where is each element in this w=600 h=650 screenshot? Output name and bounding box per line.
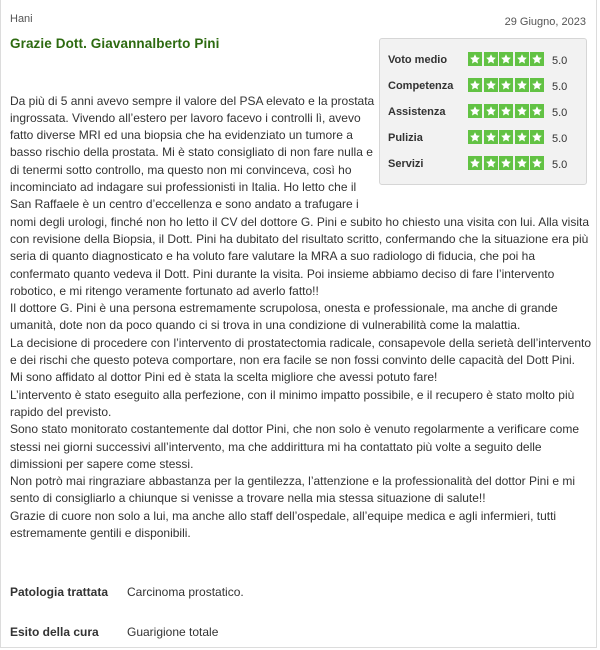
review-body: Da più di 5 anni avevo sempre il valore del PSA elevato e la prostata ingrossata. Vivendo all’estero per lavoro facevo i controlli lì, avevo fatto diverse MRI ed una biopsia che ha evidenziato un tumore a basso rischio della prostata. Mi è stato consigliato di non fare nulla e di tenermi sotto controllo, ma questo non mi convinceva, così ho incominciato ad indagare sui professionisti in Italia. Ho letto che il San Raffaele è un centro d’eccellenza e sono andato a trafugare i nomi degli urologi, finché non ho letto il CV del dottore G. Pini e subito ho chiesto una visita con lui. Alla visita con revisione della Biopsia, il Dott. Pini ha dubitato del risultato scritto, confermando che la situazione era più seria di quanto diagnosticato e ha voluto fare valutare la MRA a suo radiologo di fiducia, che poi ha confermato quanto vedeva il Dott. Pini durante la visita. Poi insieme abbiamo deciso di fare l’intervento robotico, e mi ritengo veramente fortunato ad averlo fatto!! Il dottore G. Pini è una persona estremamente scrupolosa, onesta e professionale, ma anche di grande umanità, dote non da poco quando ci si trova in una condizione di vulnerabilità come la malattia. La decisione di procedere con l’intervento di prostatectomia radicale, consapevole della serietà dell’intervento e dei rischi che questo poteva comportare, non era facile se non fossi convinto delle capacità del Dott Pini. Mi sono affidato al dottor Pini ed è stata la scelta migliore che avessi potuto fare! L’intervento è stato eseguito alla perfezione, con il minimo impatto possibile, e il recupero è stato molto più rapido del previsto. Sono stato monitorato costantemente dal dottor Pini, che non solo è venuto regolarmente a verificare come stessi nei giorni successivi all’intervento, ma che addirittura mi ha contattato più volte a seguito delle dimissioni per sapere come stessi. Non potrò mai ringraziare abbastanza per la gentilezza, l’attenzione e la professionalità del dottor Pini e mi sento di consigliarlo a chiunque si venisse a trovare nella mia stessa situazione di salute!! Grazie di cuore non solo a lui, ma anche allo staff dell’ospedale, all’equipe medica e agli infermieri, tutti estremamente gentili e disponibili. bbox=[10, 93, 592, 541]
star-rating bbox=[468, 52, 546, 68]
rating-label: Servizi bbox=[388, 158, 424, 170]
review-date: 29 Giugno, 2023 bbox=[504, 16, 586, 28]
star-icon bbox=[515, 156, 529, 170]
rating-row-assistenza bbox=[388, 104, 584, 122]
rating-value: 5.0 bbox=[552, 159, 568, 171]
review-author: Hani bbox=[10, 13, 33, 25]
star-icon bbox=[515, 78, 529, 92]
star-icon bbox=[530, 130, 544, 144]
rating-row-servizi bbox=[388, 156, 584, 174]
star-icon bbox=[530, 78, 544, 92]
rating-value: 5.0 bbox=[552, 107, 568, 119]
star-icon bbox=[468, 52, 482, 66]
star-icon bbox=[484, 78, 498, 92]
star-icon bbox=[468, 104, 482, 118]
rating-row-voto-medio bbox=[388, 52, 584, 70]
rating-row-competenza bbox=[388, 78, 584, 96]
rating-row-pulizia bbox=[388, 130, 584, 148]
star-rating bbox=[468, 156, 546, 172]
rating-label: Voto medio bbox=[388, 54, 448, 66]
star-icon bbox=[499, 104, 513, 118]
star-icon bbox=[499, 52, 513, 66]
star-icon bbox=[499, 78, 513, 92]
star-rating bbox=[468, 78, 546, 94]
detail-value-esito: Guarigione totale bbox=[127, 625, 219, 639]
ratings-box bbox=[379, 38, 587, 185]
star-icon bbox=[499, 156, 513, 170]
rating-value: 5.0 bbox=[552, 55, 568, 67]
star-icon bbox=[515, 104, 529, 118]
rating-label: Competenza bbox=[388, 80, 454, 92]
star-icon bbox=[530, 52, 544, 66]
star-icon bbox=[530, 104, 544, 118]
detail-value-patologia: Carcinoma prostatico. bbox=[127, 585, 244, 599]
rating-value: 5.0 bbox=[552, 81, 568, 93]
star-icon bbox=[468, 78, 482, 92]
rating-value: 5.0 bbox=[552, 133, 568, 145]
star-icon bbox=[499, 130, 513, 144]
star-icon bbox=[468, 156, 482, 170]
star-rating bbox=[468, 130, 546, 146]
rating-label: Pulizia bbox=[388, 132, 423, 144]
detail-label-esito: Esito della cura bbox=[10, 625, 99, 639]
star-rating bbox=[468, 104, 546, 120]
star-icon bbox=[484, 104, 498, 118]
star-icon bbox=[484, 52, 498, 66]
star-icon bbox=[530, 156, 544, 170]
rating-label: Assistenza bbox=[388, 106, 446, 118]
detail-label-patologia: Patologia trattata bbox=[10, 585, 109, 599]
star-icon bbox=[484, 156, 498, 170]
star-icon bbox=[515, 52, 529, 66]
review-title: Grazie Dott. Giavannalberto Pini bbox=[10, 36, 220, 51]
star-icon bbox=[468, 130, 482, 144]
star-icon bbox=[515, 130, 529, 144]
star-icon bbox=[484, 130, 498, 144]
